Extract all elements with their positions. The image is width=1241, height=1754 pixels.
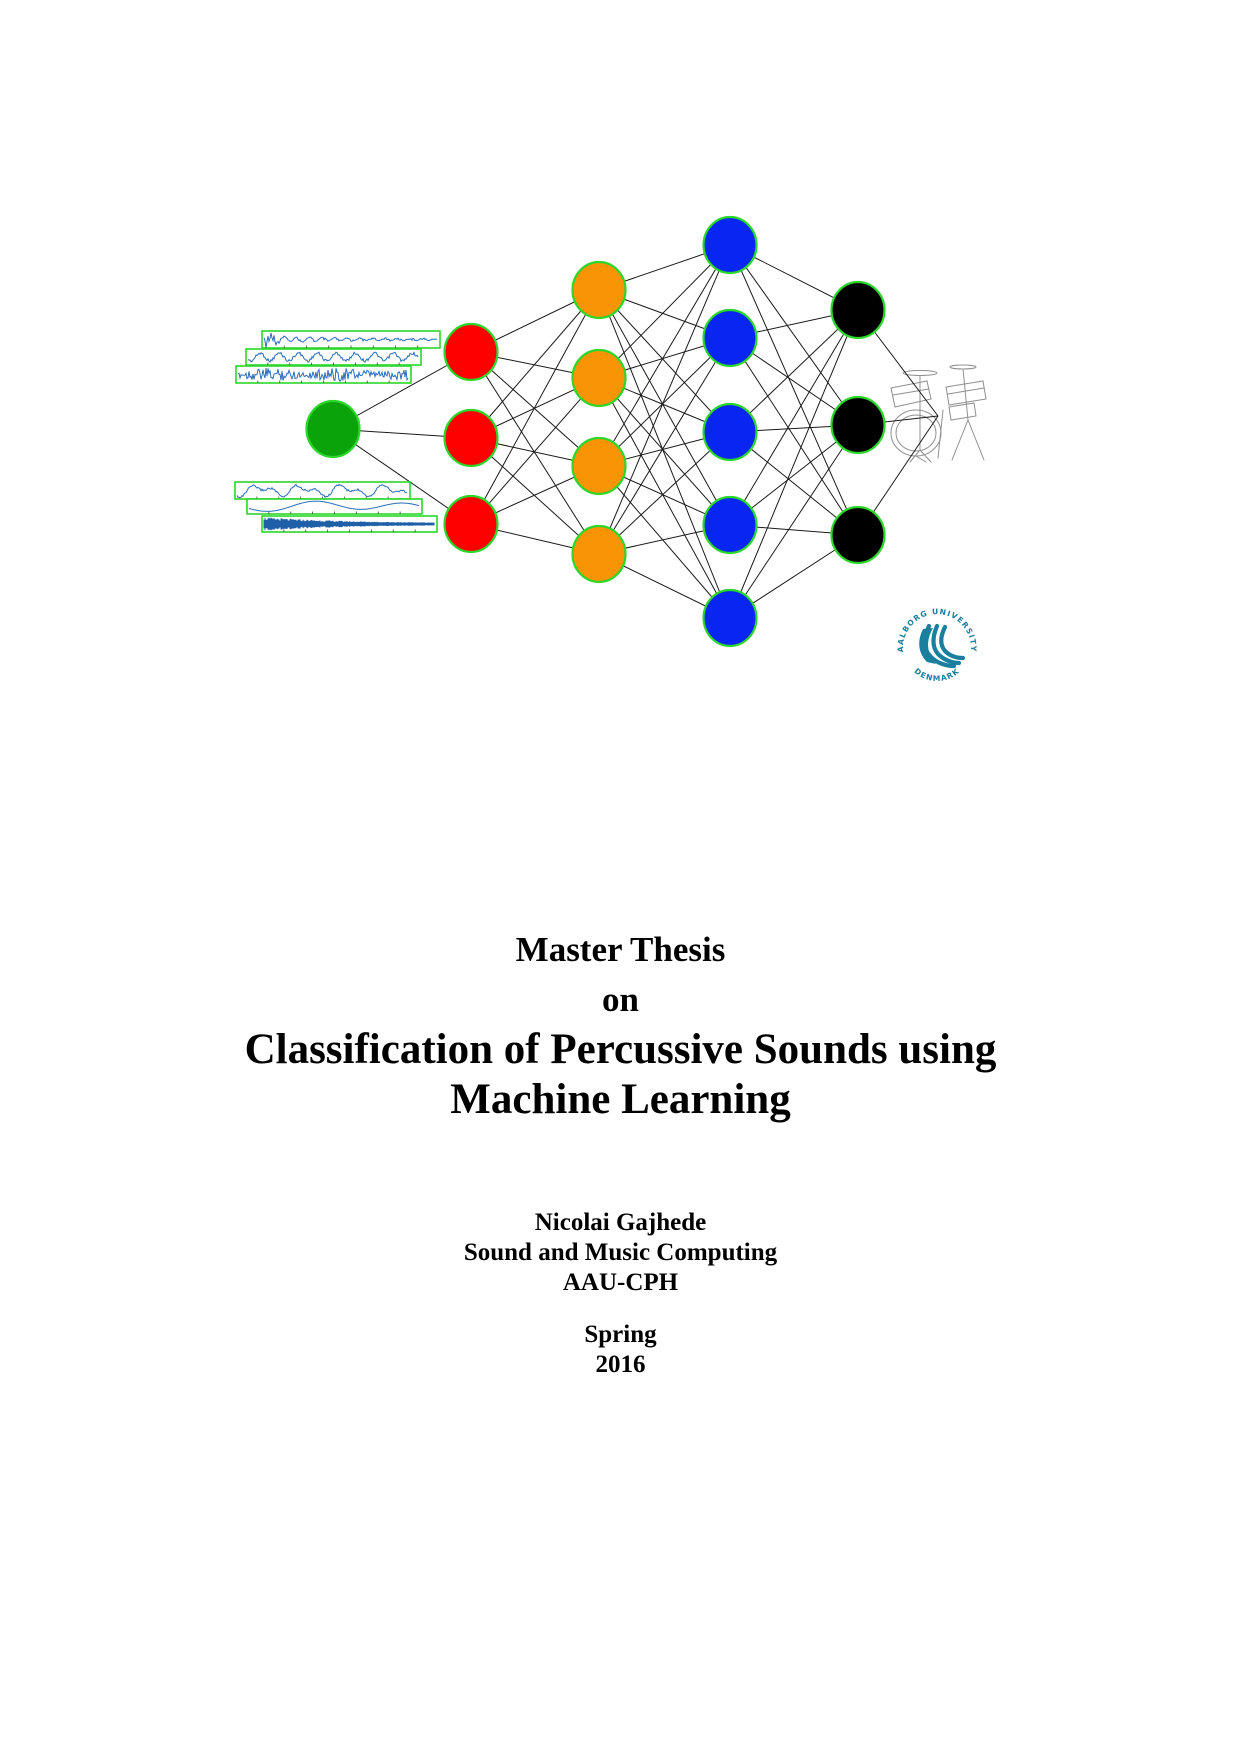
- hidden-3-node: [704, 310, 757, 366]
- neural-network-figure: [0, 0, 1241, 760]
- author-program: Sound and Music Computing: [463, 1239, 778, 1266]
- author-block-spacer: [0, 1298, 1241, 1320]
- hidden-2-node: [573, 350, 626, 406]
- thesis-title-line-1: Classification of Percussive Sounds using: [244, 1026, 997, 1073]
- logo-arc-bottom-text: DENMARK: [912, 666, 962, 684]
- output-node: [832, 507, 885, 563]
- hihat-cymbal-sketch: [903, 371, 937, 376]
- ride-cymbal-sketch: [950, 365, 976, 369]
- hidden-2-node: [573, 262, 626, 318]
- aalborg-university-logo: [896, 607, 978, 683]
- logo-arc-top-text: AALBORG UNIVERSITY: [895, 607, 979, 653]
- waveform-box-smooth: [247, 499, 422, 514]
- input-node: [307, 401, 360, 457]
- hidden-2-node: [573, 438, 626, 494]
- waveform-box-filled-decay: [262, 516, 437, 532]
- logo-arc-bottom-text-holder: [913, 666, 962, 683]
- waveform-box-noise: [236, 366, 411, 383]
- drum-kit-sketch: [891, 365, 986, 462]
- hidden-2-node: [573, 526, 626, 582]
- waveform-box-periodic: [246, 349, 421, 365]
- thesis-type-line: Master Thesis: [515, 930, 726, 969]
- author-institution: AAU-CPH: [562, 1269, 679, 1296]
- thesis-on-line: on: [602, 980, 639, 1019]
- semester-year: 2016: [595, 1351, 646, 1378]
- hidden-1-node: [445, 410, 498, 466]
- author-name: Nicolai Gajhede: [534, 1209, 707, 1236]
- thesis-title-line-2: Machine Learning: [450, 1076, 791, 1123]
- hidden-1-node: [445, 496, 498, 552]
- network-nodes: [307, 217, 885, 646]
- title-block: [0, 925, 1241, 1125]
- hidden-1-node: [445, 324, 498, 380]
- waveform-box-burst-decay: [262, 331, 440, 348]
- hidden-3-node: [704, 404, 757, 460]
- waveform-box-jagged: [235, 482, 410, 499]
- left-tom-sketch: [891, 381, 931, 407]
- hidden-3-node: [704, 497, 757, 553]
- output-node: [832, 282, 885, 338]
- hidden-3-node: [704, 217, 757, 273]
- author-block: [0, 1208, 1241, 1380]
- hidden-3-node: [704, 590, 757, 646]
- output-node: [832, 397, 885, 453]
- snare-sketch: [949, 403, 976, 420]
- semester-season: Spring: [584, 1321, 657, 1348]
